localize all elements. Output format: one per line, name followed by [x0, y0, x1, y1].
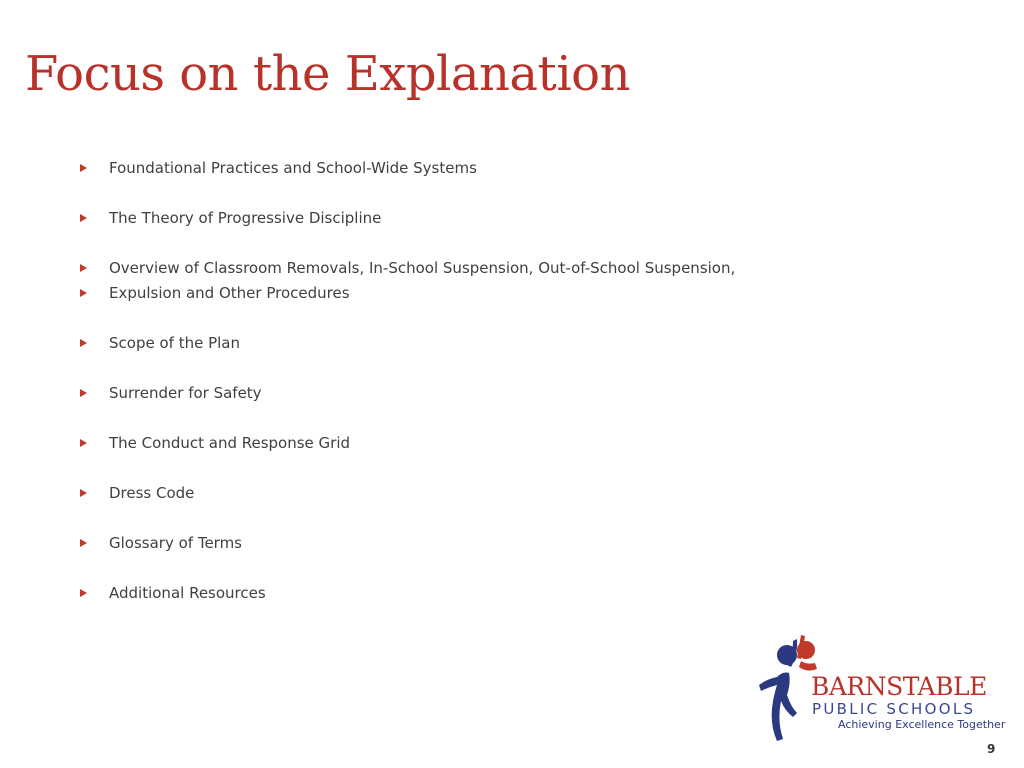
bullet-text: Additional Resources — [109, 584, 266, 602]
triangle-bullet-icon — [80, 489, 87, 497]
bullet-item — [80, 583, 266, 603]
bullet-text: Surrender for Safety — [109, 384, 262, 402]
slide-title: Focus on the Explanation — [25, 46, 630, 102]
triangle-bullet-icon — [80, 539, 87, 547]
bullet-item — [80, 433, 350, 453]
bullet-text: Overview of Classroom Removals, In-School Suspension, Out-of-School Suspension, — [109, 259, 736, 277]
triangle-bullet-icon — [80, 589, 87, 597]
bullet-text: The Conduct and Response Grid — [109, 434, 351, 452]
bullet-text: Foundational Practices and School-Wide Systems — [109, 159, 477, 177]
triangle-bullet-icon — [80, 439, 87, 447]
bullet-item — [80, 158, 477, 178]
bullet-item — [80, 283, 350, 303]
triangle-bullet-icon — [80, 339, 87, 347]
bullet-item — [80, 258, 735, 278]
bullet-item — [80, 533, 242, 553]
logo-name: BARNSTABLE — [811, 672, 987, 701]
triangle-bullet-icon — [80, 264, 87, 272]
bullet-text: Dress Code — [109, 484, 195, 502]
bullet-text: The Theory of Progressive Discipline — [109, 209, 382, 227]
bullet-text: Glossary of Terms — [109, 534, 243, 552]
barnstable-logo — [757, 633, 1007, 741]
bullet-item — [80, 333, 240, 353]
bullet-item — [80, 208, 381, 228]
triangle-bullet-icon — [80, 164, 87, 172]
bullet-item — [80, 383, 262, 403]
page-number: 9 — [987, 742, 996, 756]
figures-icon — [757, 633, 817, 741]
logo-subtitle: PUBLIC SCHOOLS — [812, 700, 976, 718]
bullet-item — [80, 483, 194, 503]
triangle-bullet-icon — [80, 289, 87, 297]
bullet-text: Expulsion and Other Procedures — [109, 284, 350, 302]
bullet-text: Scope of the Plan — [109, 334, 240, 352]
logo-tagline: Achieving Excellence Together — [838, 718, 1006, 731]
triangle-bullet-icon — [80, 214, 87, 222]
triangle-bullet-icon — [80, 389, 87, 397]
